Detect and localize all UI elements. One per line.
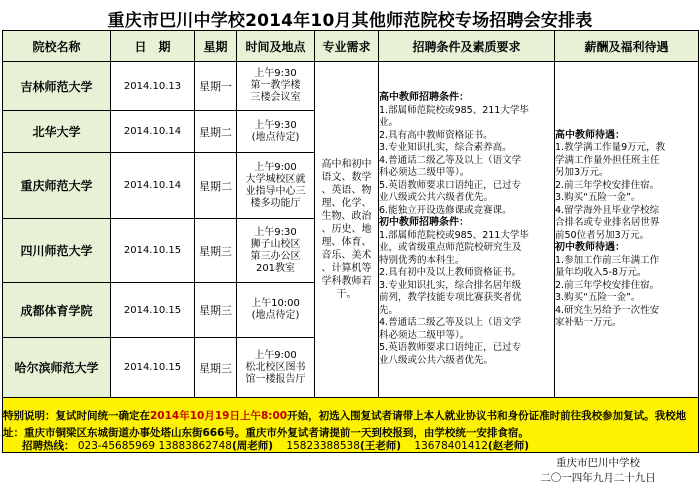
requirements-line: 业八级或公共六级者优先。 xyxy=(379,354,494,366)
location-line: 松北校区图书 xyxy=(245,361,306,373)
pay-line: 3.购买“五险一金”。 xyxy=(555,192,641,203)
hotline-contact: (赵老师) xyxy=(487,440,529,452)
requirements-line: 5.英语教师要求口语纯正，已过专 xyxy=(379,179,522,191)
major-line: 理、体育、 xyxy=(321,237,372,248)
signature-date: 二〇一四年九月二十九日 xyxy=(540,472,656,484)
header-school: 院校名称 xyxy=(3,31,111,62)
hotline-numbers: 13678401412 xyxy=(414,440,488,452)
header-major: 专业需求 xyxy=(315,31,379,62)
location-line: 201教室 xyxy=(255,262,296,274)
hotline-contact: (王老师) xyxy=(359,440,402,452)
pay-line: 1.参加工作前三年满工作 xyxy=(555,254,660,266)
location-line: 上午9:00 xyxy=(254,349,297,361)
requirements-cell xyxy=(379,62,555,398)
weekday-cell: 星期二 xyxy=(195,111,237,153)
location-line: 上午9:30 xyxy=(254,119,297,131)
header-row xyxy=(3,31,699,62)
page-title: 重庆市巴川中学校2014年10月其他师范院校专场招聘会安排表 xyxy=(107,11,593,31)
school-name: 哈尔滨师范大学 xyxy=(3,338,111,398)
major-line: 干。 xyxy=(336,289,357,300)
pay-heading: 高中教师待遇： xyxy=(555,129,625,141)
requirements-line: 4.普通话二级乙等及以上（语文学 xyxy=(379,154,522,166)
note-text: 复试时间统一确定在 xyxy=(55,410,150,422)
recruitment-hotline xyxy=(22,438,529,453)
school-name: 吉林师范大学 xyxy=(3,62,111,111)
location-line: 上午9:00 xyxy=(254,161,297,173)
pay-line: 2.前三年学校安排住宿。 xyxy=(555,279,660,291)
location-line: 第一教学楼 xyxy=(250,80,301,91)
requirements-heading: 高中教师招聘条件： xyxy=(379,92,469,103)
location-line: (地点待定) xyxy=(251,131,300,143)
major-line: 高中和初中 xyxy=(321,159,372,170)
school-name: 成都体育学院 xyxy=(3,283,111,338)
header-date: 日 期 xyxy=(111,31,195,62)
location-line: 大学城校区就 xyxy=(245,173,306,185)
major-line: 语文、数学 xyxy=(321,172,372,183)
hotline-numbers: 023-45685969 13883862748 xyxy=(77,440,232,452)
schedule-table xyxy=(2,30,699,453)
requirements-line: 2.具有高中教师资格证书。 xyxy=(379,129,493,141)
date-cell: 2014.10.15 xyxy=(111,219,195,283)
requirements-line: 业，或省级重点师范院校研究生及 xyxy=(379,242,522,253)
pay-line: 2.前三年学校安排住宿。 xyxy=(555,179,660,191)
major-line: 、计算机等 xyxy=(321,263,372,274)
weekday-cell: 星期三 xyxy=(195,219,237,283)
pay-heading: 初中教师待遇： xyxy=(555,242,625,253)
note-date: 2014年10月19日上午8:00 xyxy=(150,410,288,422)
weekday-cell: 星期一 xyxy=(195,62,237,111)
requirements-line: 科必须达二级甲等）。 xyxy=(379,167,470,178)
hotline-contact: (周老师) xyxy=(231,440,274,452)
requirements-heading: 初中教师招聘条件： xyxy=(379,217,469,228)
location-line: 三楼会议室 xyxy=(250,92,301,103)
major-line: 、英语、物 xyxy=(321,185,372,196)
requirements-line: 1.部属师范院校或985、211大学毕 xyxy=(379,229,529,241)
major-line: 生物、政治 xyxy=(321,211,372,222)
pay-line: 4.研究生另给予一次性安 xyxy=(555,304,660,316)
major-line: 、历史、地 xyxy=(321,224,372,235)
requirements-line: 6.能独立开设选修课或竞赛课。 xyxy=(379,204,512,216)
header-pay: 薪酬及福利待遇 xyxy=(555,31,699,62)
hotline-label: 招聘热线： xyxy=(22,440,75,452)
pay-line: 4.留学海外且毕业学校综 xyxy=(555,204,660,216)
weekday-cell: 星期三 xyxy=(195,283,237,338)
requirements-line: 前列，教学技能专项比赛获奖者优 xyxy=(379,292,522,303)
location-cell xyxy=(237,283,315,338)
signature-block xyxy=(508,456,688,486)
note-label: 特别说明： xyxy=(3,410,56,422)
date-cell: 2014.10.14 xyxy=(111,153,195,219)
header-location: 时间及地点 xyxy=(237,31,315,62)
location-cell xyxy=(237,62,315,111)
pay-line: 合排名或专业排名居世界 xyxy=(555,217,660,228)
school-name: 重庆师范大学 xyxy=(3,153,111,219)
requirements-line: 科必须达二级甲等）。 xyxy=(379,329,470,341)
requirements-line: 1.部属师范院校或985、211大学毕 xyxy=(379,104,529,116)
location-line: 馆一楼报告厅 xyxy=(245,373,306,385)
date-cell: 2014.10.14 xyxy=(111,111,195,153)
signature-org: 重庆市巴川中学校 xyxy=(556,457,640,469)
requirements-line: 特别优秀的本科生。 xyxy=(379,254,465,266)
location-line: 第三办公区 xyxy=(250,250,301,262)
location-line: 业指导中心三 xyxy=(245,185,306,197)
location-cell xyxy=(237,219,315,283)
requirements-line: 3.专业知识扎实，综合素养高。 xyxy=(379,142,512,153)
location-line: 楼多功能厅 xyxy=(250,197,301,209)
requirements-line: 2.具有初中及以上教师资格证书。 xyxy=(379,267,522,278)
location-cell xyxy=(237,111,315,153)
hotline-numbers: 15823388538 xyxy=(286,440,360,452)
note-text: 开始，初选入围复试者请带上本人就业协议书和身份证准时前往我校参加复试。我校地址：重庆市铜梁区东城街道办事处塔山东街666号。重庆市外复试者请提前一天到校报到，由学校统一安排食宿。 xyxy=(3,410,687,439)
school-name: 四川师范大学 xyxy=(3,219,111,283)
requirements-line: 先。 xyxy=(379,304,399,316)
school-name: 北华大学 xyxy=(3,111,111,153)
weekday-cell: 星期二 xyxy=(195,153,237,219)
major-line: 音乐、美术 xyxy=(321,250,372,261)
requirements-line: 3.专业知识扎实，综合排名居年级 xyxy=(379,279,522,291)
pay-line: 量年均收入5-8万元。 xyxy=(555,267,647,278)
pay-line: 1.教学满工作量9万元，教 xyxy=(555,142,666,153)
date-cell: 2014.10.13 xyxy=(111,62,195,111)
location-line: (地点待定) xyxy=(251,310,300,321)
pay-line: 学满工作量外担任班主任 xyxy=(555,154,660,166)
date-cell: 2014.10.15 xyxy=(111,338,195,398)
requirements-line: 5.英语教师要求口语纯正，已过专 xyxy=(379,342,522,353)
location-cell xyxy=(237,338,315,398)
location-line: 上午10:00 xyxy=(251,298,300,309)
location-cell xyxy=(237,153,315,219)
major-line: 学科教师若 xyxy=(321,276,372,287)
major-cell xyxy=(315,62,379,398)
pay-line: 家补贴一万元。 xyxy=(555,317,622,328)
pay-line: 前50位者另加3万元。 xyxy=(555,229,650,241)
requirements-line: 4.普通话二级乙等及以上（语文学 xyxy=(379,317,522,328)
weekday-cell: 星期三 xyxy=(195,338,237,398)
pay-cell xyxy=(555,62,699,398)
location-line: 狮子山校区 xyxy=(250,238,301,250)
pay-line: 3.购买“五险一金”。 xyxy=(555,292,641,303)
location-line: 上午9:30 xyxy=(254,226,297,238)
major-line: 理、化学、 xyxy=(321,198,372,209)
header-requirements: 招聘条件及素质要求 xyxy=(379,31,555,62)
table-row xyxy=(3,62,699,111)
header-weekday: 星期 xyxy=(195,31,237,62)
requirements-line: 业。 xyxy=(379,117,399,128)
date-cell: 2014.10.15 xyxy=(111,283,195,338)
location-line: 上午9:30 xyxy=(254,68,297,79)
requirements-line: 业八级或公共六级者优先。 xyxy=(379,192,494,203)
pay-line: 另加3万元。 xyxy=(555,167,609,178)
